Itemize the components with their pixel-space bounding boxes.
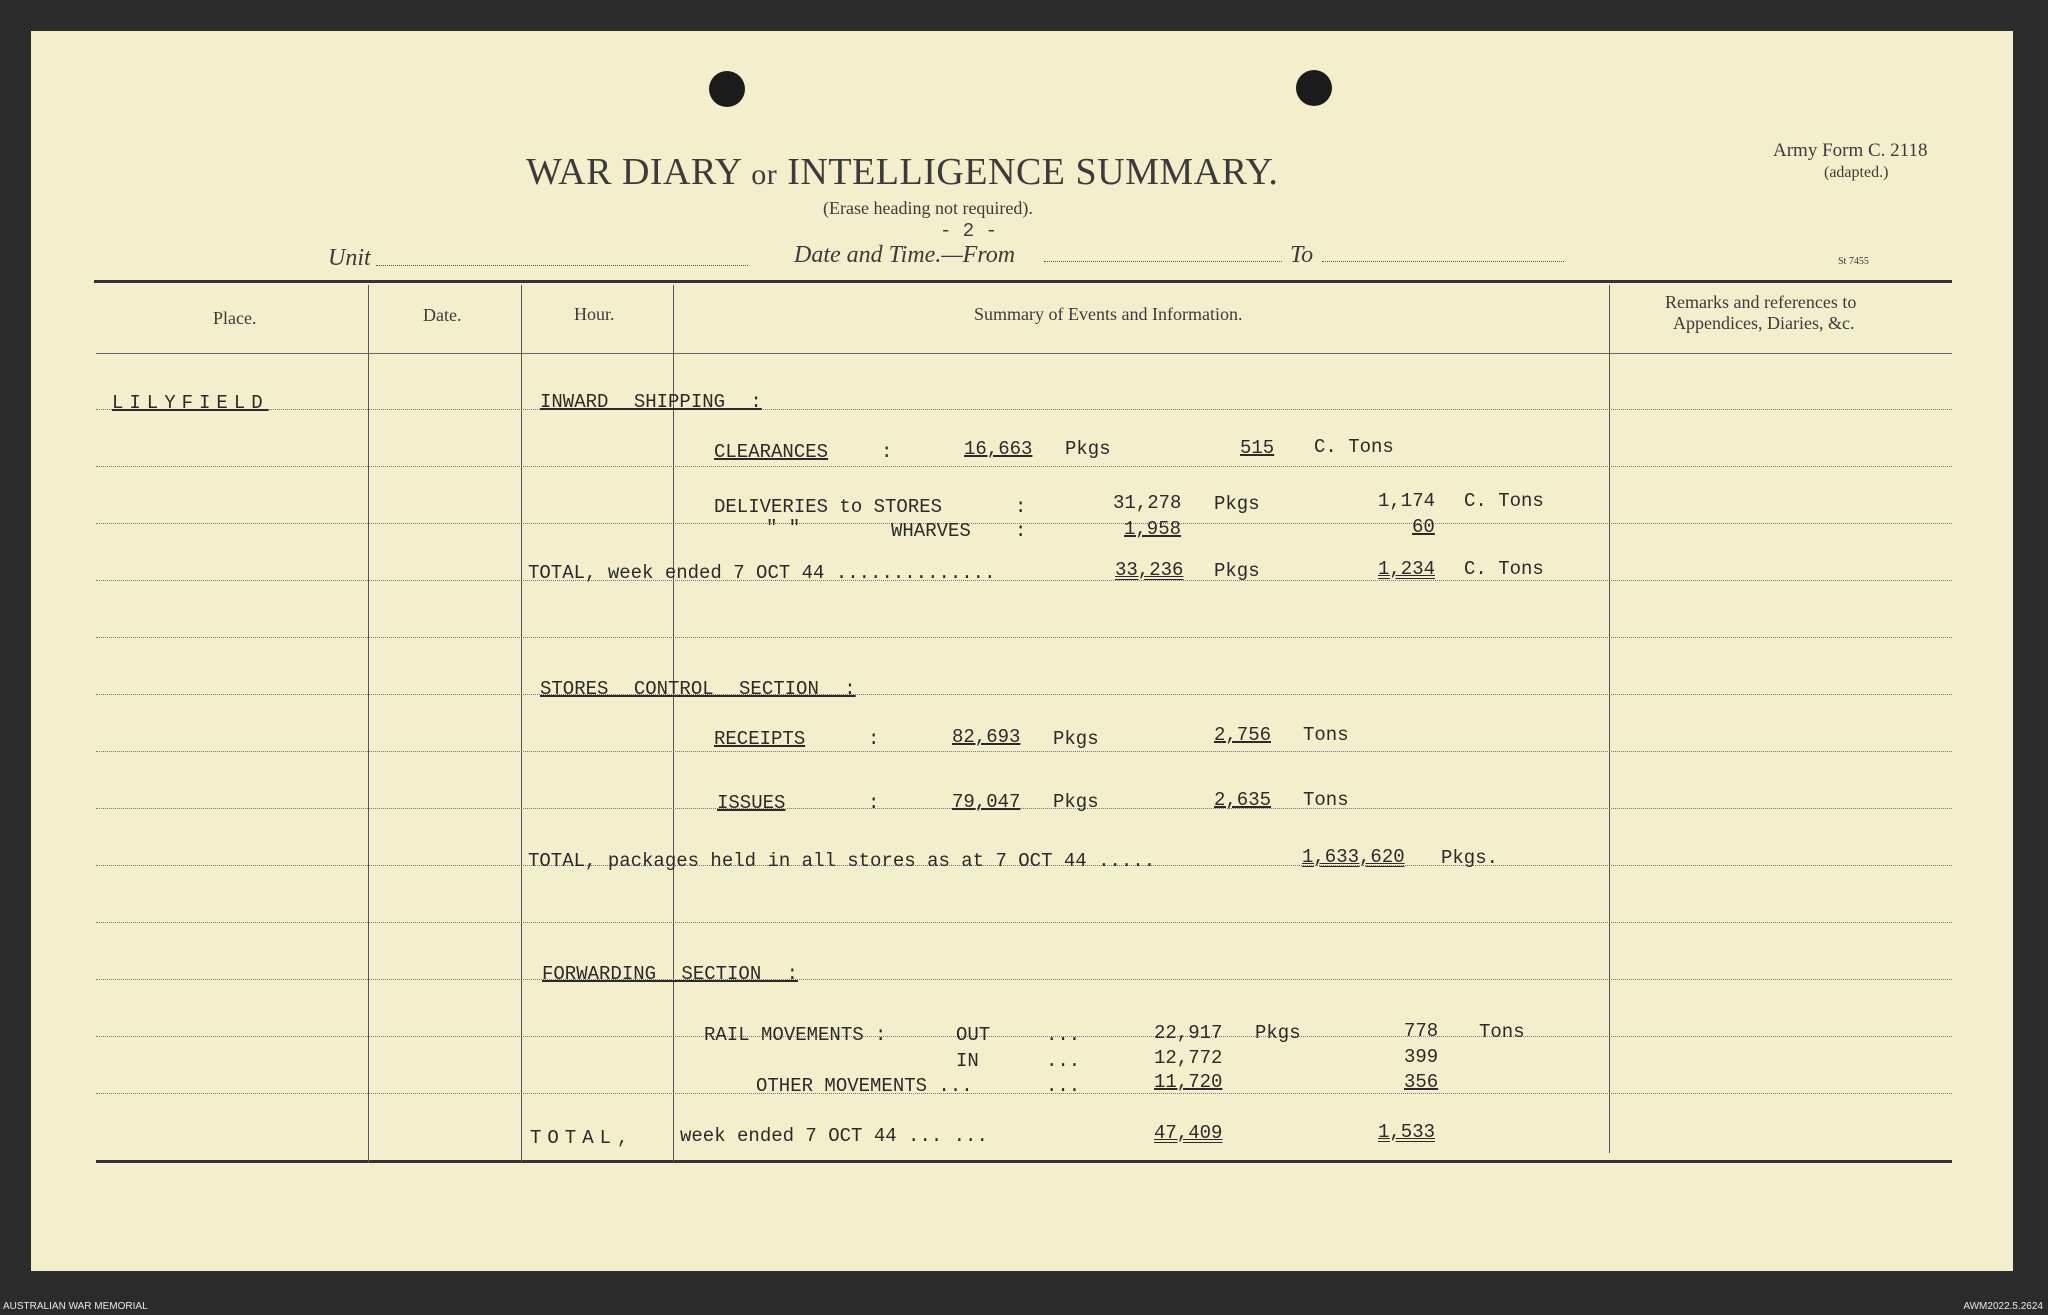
receipts-tons: 2,756	[1214, 724, 1272, 746]
ruled-line	[96, 1036, 1952, 1037]
other-dots: ...	[1046, 1075, 1081, 1097]
forwarding-heading: FORWARDING SECTION :	[542, 963, 799, 985]
inward-total-tons: 1,234	[1378, 558, 1436, 580]
rail-out-label: OUT	[956, 1024, 991, 1046]
title-or: or	[751, 158, 778, 191]
clearances-tons: 515	[1240, 437, 1275, 459]
title-rest: INTELLIGENCE SUMMARY.	[787, 151, 1279, 193]
erase-note: (Erase heading not required).	[823, 198, 1033, 218]
rail-in-pkgs: 12,772	[1154, 1047, 1223, 1069]
title-main: WAR DIARY	[526, 151, 742, 193]
form-title	[526, 150, 1278, 194]
place-name: LILYFIELD	[112, 392, 269, 414]
st-number: St 7455	[1838, 256, 1869, 267]
col-header-hour: Hour.	[574, 304, 615, 324]
ruled-line	[96, 1093, 1952, 1094]
date-from-label: Date and Time.—From	[794, 242, 1016, 268]
table-bottom-rule	[96, 1160, 1952, 1163]
to-label: To	[1290, 242, 1314, 268]
deliveries-stores-label: DELIVERIES to STORES	[714, 496, 943, 518]
col-header-date: Date.	[423, 305, 462, 325]
wharves-label: WHARVES	[891, 520, 971, 542]
ruled-line	[96, 466, 1952, 467]
date-from-field	[1044, 261, 1282, 262]
page-number: - 2 -	[940, 220, 998, 242]
table-top-rule	[94, 280, 1952, 283]
inward-total-pkgs: 33,236	[1115, 559, 1184, 581]
stores-control-heading: STORES CONTROL SECTION :	[540, 678, 856, 700]
ruled-line	[96, 409, 1952, 410]
issues-separator: :	[868, 792, 880, 814]
receipts-separator: :	[868, 728, 880, 750]
wharves-separator: :	[1015, 520, 1027, 542]
col-divider-hour	[673, 285, 674, 1163]
stores-total-label: TOTAL, packages held in all stores as at 7 OCT 44 .....	[528, 850, 1156, 872]
clearances-pkgs: 16,663	[964, 438, 1033, 460]
punch-hole-right	[1296, 70, 1332, 106]
army-form-number: Army Form C. 2118	[1773, 140, 1928, 161]
rail-movements-label: RAIL MOVEMENTS :	[704, 1024, 887, 1046]
other-movements-tons: 356	[1404, 1071, 1439, 1093]
col-divider-date	[521, 285, 522, 1163]
punch-hole-left	[709, 71, 745, 107]
clearances-pkgs-unit: Pkgs	[1065, 438, 1111, 460]
rail-in-tons: 399	[1404, 1046, 1439, 1068]
issues-pkgs-unit: Pkgs	[1053, 791, 1099, 813]
clearances-tons-unit: C. Tons	[1314, 436, 1394, 458]
rail-out-pkgs-unit: Pkgs	[1255, 1022, 1301, 1044]
inward-total-tons-unit: C. Tons	[1464, 558, 1544, 580]
in-dots: ...	[1046, 1050, 1081, 1072]
stores-total-unit: Pkgs.	[1441, 847, 1499, 869]
inward-total-label: TOTAL, week ended 7 OCT 44 ..............	[528, 562, 996, 584]
unit-field	[376, 265, 748, 266]
wharves-ditto-marks: " "	[766, 517, 801, 539]
clearances-label: CLEARANCES	[714, 441, 829, 463]
deliveries-stores-pkgs: 31,278	[1113, 492, 1182, 514]
wharves-tons: 60	[1412, 516, 1435, 538]
other-movements-pkgs: 11,720	[1154, 1071, 1223, 1093]
out-dots: ...	[1046, 1024, 1081, 1046]
to-field	[1322, 261, 1564, 262]
issues-pkgs: 79,047	[952, 791, 1021, 813]
stores-total-pkgs: 1,633,620	[1302, 846, 1405, 868]
rail-out-pkgs: 22,917	[1154, 1022, 1223, 1044]
unit-label: Unit	[328, 245, 371, 271]
rail-in-label: IN	[956, 1050, 979, 1072]
footer-accession-number: AWM2022.5.2624	[1963, 1301, 2043, 1312]
other-movements-label: OTHER MOVEMENTS ...	[756, 1075, 973, 1097]
forwarding-total-label: week ended 7 OCT 44 ... ...	[680, 1125, 988, 1147]
col-divider-place	[368, 285, 369, 1163]
inward-shipping-heading: INWARD SHIPPING :	[540, 391, 762, 413]
header-rule	[96, 353, 1952, 354]
ruled-line	[96, 979, 1952, 980]
footer-archive-name: AUSTRALIAN WAR MEMORIAL	[3, 1301, 148, 1312]
deliveries-pkgs-unit: Pkgs	[1214, 493, 1260, 515]
col-divider-summary	[1609, 285, 1610, 1153]
clearances-separator: :	[881, 441, 893, 463]
inward-total-pkgs-unit: Pkgs	[1214, 560, 1260, 582]
col-header-place: Place.	[213, 308, 257, 328]
receipts-label: RECEIPTS	[714, 728, 806, 750]
col-header-summary: Summary of Events and Information.	[974, 304, 1243, 324]
issues-label: ISSUES	[717, 792, 786, 814]
ruled-line	[96, 751, 1952, 752]
receipts-pkgs-unit: Pkgs	[1053, 728, 1099, 750]
ruled-line	[96, 922, 1952, 923]
receipts-pkgs: 82,693	[952, 726, 1021, 748]
adapted-note: (adapted.)	[1824, 164, 1889, 181]
issues-tons-unit: Tons	[1303, 789, 1349, 811]
forwarding-total-word: TOTAL,	[530, 1127, 635, 1149]
ruled-line	[96, 808, 1952, 809]
wharves-pkgs: 1,958	[1124, 518, 1182, 540]
forwarding-total-pkgs: 47,409	[1154, 1122, 1223, 1144]
col-header-remarks-line2: Appendices, Diaries, &c.	[1673, 313, 1855, 333]
rail-out-tons-unit: Tons	[1479, 1021, 1525, 1043]
ruled-line	[96, 694, 1952, 695]
deliveries-separator: :	[1015, 496, 1027, 518]
issues-tons: 2,635	[1214, 789, 1272, 811]
forwarding-total-tons: 1,533	[1378, 1121, 1436, 1143]
receipts-tons-unit: Tons	[1303, 724, 1349, 746]
deliveries-stores-tons: 1,174	[1378, 490, 1436, 512]
deliveries-tons-unit: C. Tons	[1464, 490, 1544, 512]
rail-out-tons: 778	[1404, 1020, 1439, 1042]
ruled-line	[96, 580, 1952, 581]
ruled-line	[96, 637, 1952, 638]
col-header-remarks-line1: Remarks and references to	[1665, 292, 1857, 312]
